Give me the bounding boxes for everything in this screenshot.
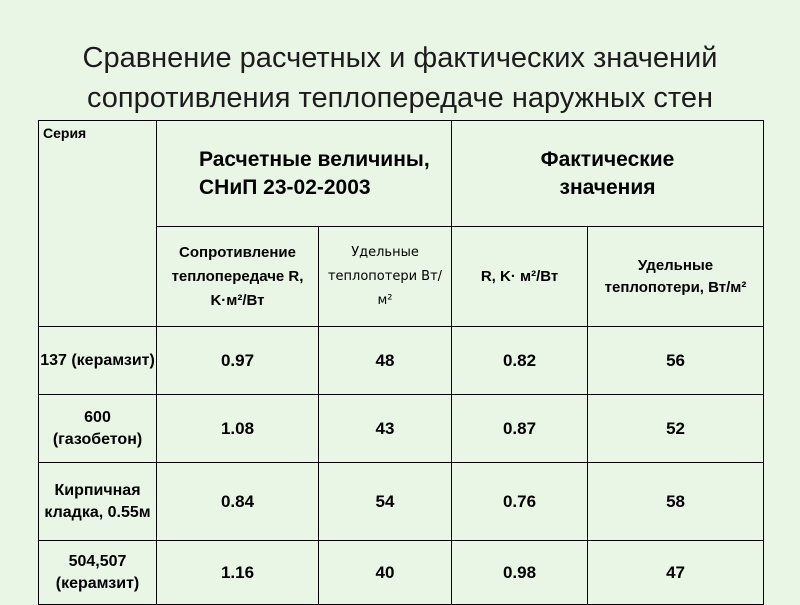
header-row-1 xyxy=(39,121,764,227)
table-row xyxy=(39,463,764,541)
row-r-actual: 0.76 xyxy=(452,463,588,541)
row-r-actual: 0.82 xyxy=(452,327,588,395)
comparison-table xyxy=(38,120,764,605)
row-r-calc: 1.08 xyxy=(157,395,319,463)
title-line-1: Сравнение расчетных и фактических значений xyxy=(82,42,718,74)
resistance-actual-header: R, K· м²/Вт xyxy=(452,227,588,327)
row-q-calc: 40 xyxy=(319,541,452,605)
row-r-calc: 0.97 xyxy=(157,327,319,395)
heat-loss-calc-header: Удельные теплопотери Вт/м² xyxy=(319,227,452,327)
row-r-calc: 1.16 xyxy=(157,541,319,605)
series-header: Серия xyxy=(39,121,157,327)
title-line-2: сопротивления теплопередаче наружных стен xyxy=(86,82,714,114)
row-q-calc: 48 xyxy=(319,327,452,395)
actual-header: Фактические значения xyxy=(452,121,764,227)
row-series-label: 137 (керамзит) xyxy=(39,327,157,395)
row-q-actual: 56 xyxy=(588,327,764,395)
table-row xyxy=(39,327,764,395)
row-series-label: 504,507 (керамзит) xyxy=(39,541,157,605)
calculated-header: Расчетные величины, СНиП 23-02-2003 xyxy=(157,121,452,227)
table-row xyxy=(39,541,764,605)
row-series-label: 600 (газобетон) xyxy=(39,395,157,463)
row-q-actual: 52 xyxy=(588,395,764,463)
heat-loss-actual-header: Удельные теплопотери, Вт/м² xyxy=(588,227,764,327)
row-q-calc: 43 xyxy=(319,395,452,463)
resistance-calc-header: Сопротивление теплопередаче R, K·м²/Вт xyxy=(157,227,319,327)
row-q-calc: 54 xyxy=(319,463,452,541)
row-r-actual: 0.98 xyxy=(452,541,588,605)
table-row xyxy=(39,395,764,463)
row-q-actual: 47 xyxy=(588,541,764,605)
slide-title xyxy=(0,38,800,118)
row-series-label: Кирпичная кладка, 0.55м xyxy=(39,463,157,541)
row-r-calc: 0.84 xyxy=(157,463,319,541)
row-r-actual: 0.87 xyxy=(452,395,588,463)
row-q-actual: 58 xyxy=(588,463,764,541)
